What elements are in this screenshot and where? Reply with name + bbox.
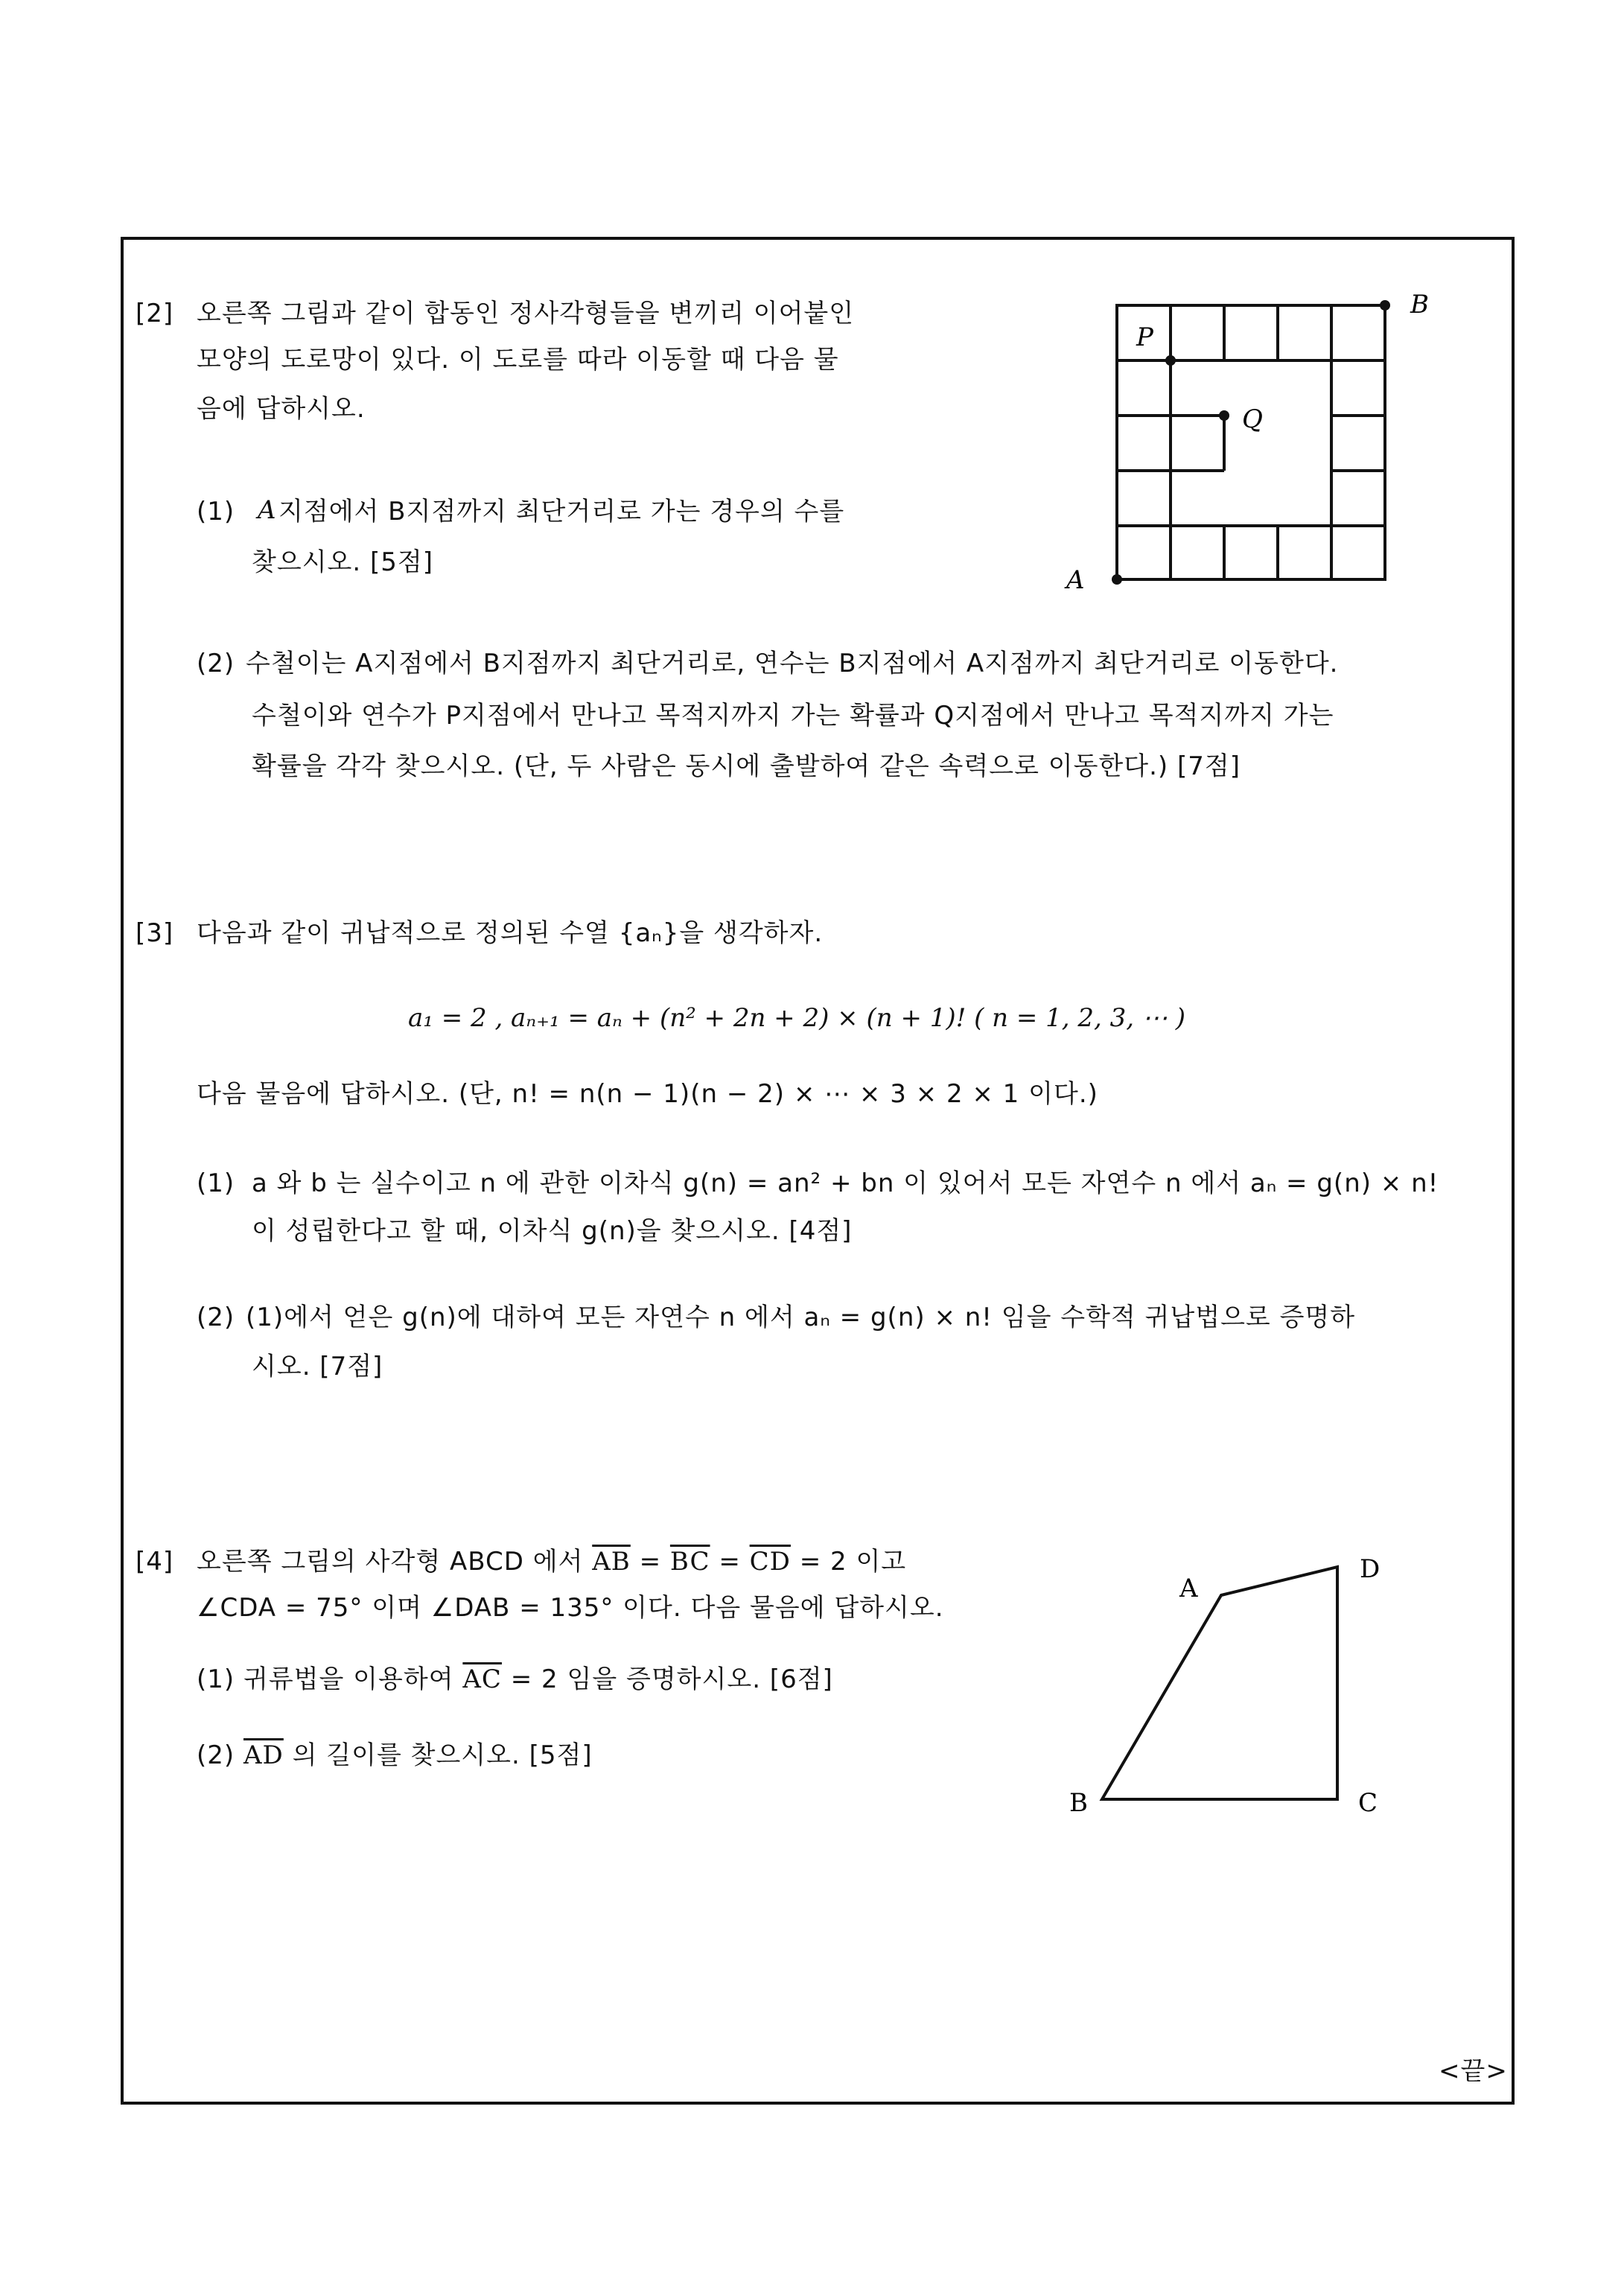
segment-BC: $\overline{BC}$: [669, 1547, 710, 1577]
segment-AC: $\overline{AC}$: [462, 1664, 502, 1694]
segment-CD: $\overline{CD}$: [749, 1547, 791, 1577]
problem-2-q1-line-1: 지점에서 B지점까지 최단거리로 가는 경우의 수를: [278, 497, 845, 527]
problem-2-intro-line-3: 음에 답하시오.: [197, 394, 366, 424]
problem-3-q2-number: (2): [197, 1303, 235, 1332]
problem-2-q1-line-2: 찾으시오. [5점]: [252, 547, 433, 577]
problem-3-q1-line-1: a 와 b 는 실수이고 n 에 관한 이차식 g(n) = an² + bn 이 있어서 모든 자연수 n 에서 aₙ = g(n) × n!: [252, 1168, 1439, 1198]
problem-3-number: [3]: [136, 918, 174, 948]
problem-4-line-1-prefix: 오른쪽 그림의 사각형 ABCD 에서: [197, 1547, 593, 1577]
problem-4-q2-number: (2): [197, 1740, 235, 1770]
quad-label-D: D: [1360, 1554, 1381, 1584]
problem-2-q1-number: (1): [197, 497, 235, 527]
problem-3-q2-line-1: (1)에서 얻은 g(n)에 대하여 모든 자연수 n 에서 aₙ = g(n) × n! 임을 수학적 귀납법으로 증명하: [246, 1303, 1356, 1332]
problem-4-number: [4]: [136, 1547, 174, 1577]
problem-4-q1-number: (1): [197, 1664, 235, 1694]
segment-AB: $\overline{AB}$: [592, 1547, 631, 1577]
segment-AD: $\overline{AD}$: [243, 1740, 284, 1770]
problem-2-q2-line-3: 확률을 각각 찾으시오. (단, 두 사람은 동시에 출발하여 같은 속력으로 이동한다.) [7점]: [252, 751, 1241, 781]
equals-1: =: [630, 1547, 670, 1577]
problem-2-number: [2]: [136, 299, 174, 328]
end-mark: <끝>: [1439, 2056, 1508, 2086]
label-B: B: [1410, 290, 1429, 319]
problem-4-q1-suffix: = 2 임을 증명하시오. [6점]: [501, 1664, 833, 1694]
label-Q: Q: [1242, 404, 1263, 434]
quad-label-C: C: [1358, 1788, 1378, 1818]
problem-4-line-2: ∠CDA = 75° 이며 ∠DAB = 135° 이다. 다음 물음에 답하시오.: [197, 1593, 944, 1623]
problem-2-q2-line-2: 수철이와 연수가 P지점에서 만나고 목적지까지 가는 확률과 Q지점에서 만나고 목적지까지 가는: [252, 701, 1334, 731]
problem-2-q1-var-A: A: [258, 495, 276, 525]
problem-2-intro-line-2: 모양의 도로망이 있다. 이 도로를 따라 이동할 때 다음 물: [197, 345, 839, 375]
problem-3-intro: 다음과 같이 귀납적으로 정의된 수열 {aₙ}을 생각하자.: [197, 918, 824, 948]
problem-4-q2-suffix: 의 길이를 찾으시오. [5점]: [283, 1740, 593, 1770]
problem-2-q2-line-1: 수철이는 A지점에서 B지점까지 최단거리로, 연수는 B지점에서 A지점까지 최단거리로 이동한다.: [246, 649, 1339, 678]
equals-2: =: [710, 1547, 750, 1577]
label-A: A: [1066, 565, 1085, 595]
quad-label-A: A: [1179, 1574, 1198, 1603]
problem-4-q1-prefix: 귀류법을 이용하여: [243, 1664, 463, 1694]
problem-3-q1-number: (1): [197, 1168, 235, 1198]
label-P: P: [1136, 322, 1153, 352]
problem-2-intro-line-1: 오른쪽 그림과 같이 합동인 정사각형들을 변끼리 이어붙인: [197, 299, 855, 328]
problem-4-line-1-suffix: = 2 이고: [790, 1547, 907, 1577]
problem-3-note: 다음 물음에 답하시오. (단, n! = n(n − 1)(n − 2) × ⋯ × 3 × 2 × 1 이다.): [197, 1079, 1098, 1109]
problem-3-q2-line-2: 시오. [7점]: [252, 1352, 383, 1381]
problem-3-q1-line-2: 이 성립한다고 할 때, 이차식 g(n)을 찾으시오. [4점]: [252, 1216, 853, 1246]
quad-label-B: B: [1069, 1788, 1088, 1818]
problem-3-recurrence-formula: a₁ = 2 , aₙ₊₁ = aₙ + (n² + 2n + 2) × (n + 1)! ( n = 1, 2, 3, ⋯ ): [408, 1003, 1185, 1033]
problem-2-q2-number: (2): [197, 649, 235, 678]
